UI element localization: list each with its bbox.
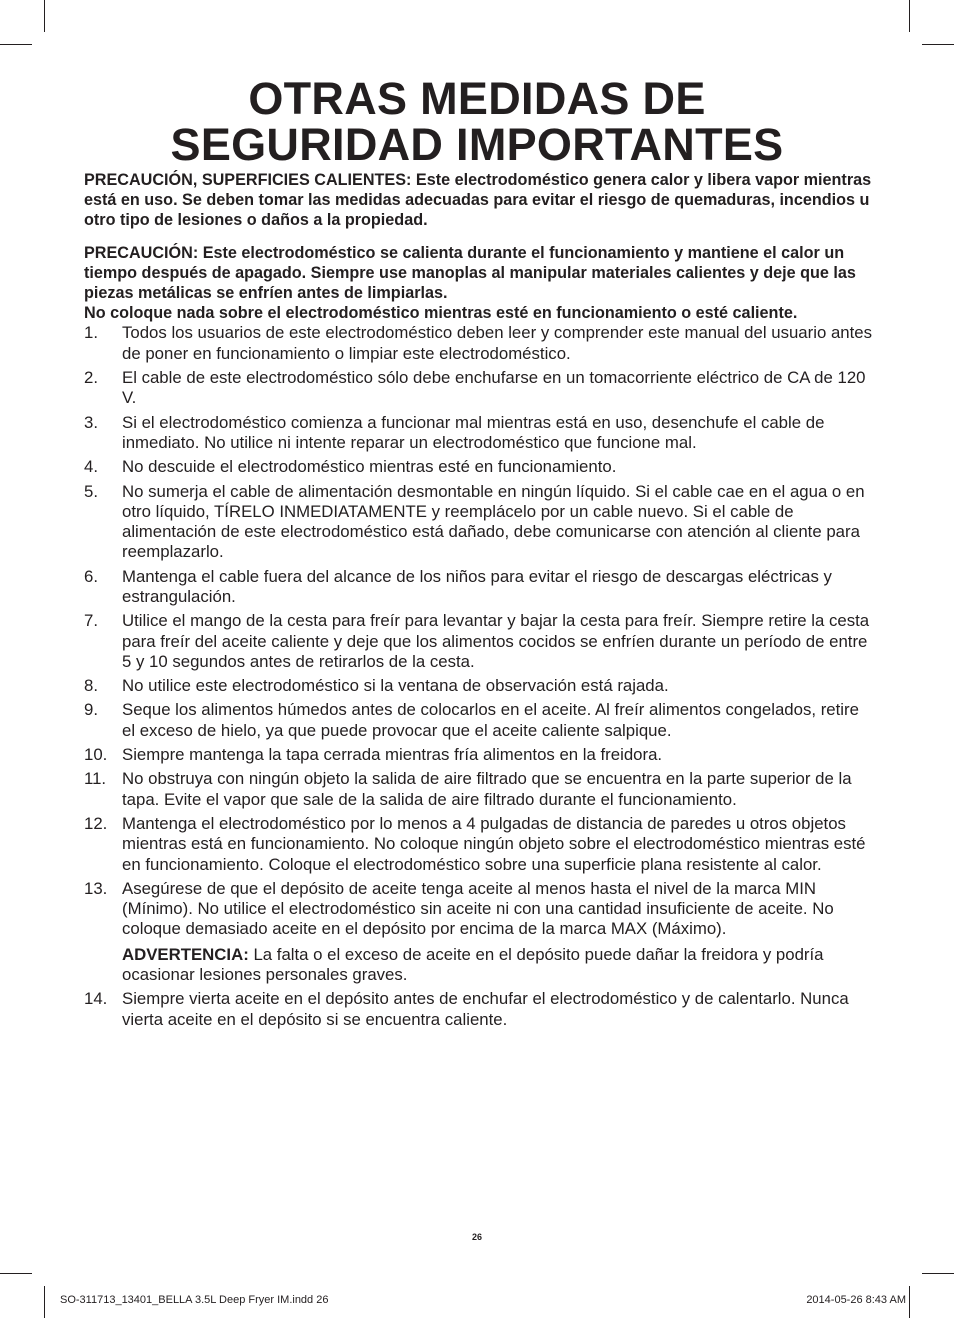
caution-warning — [84, 243, 874, 324]
title-line: SEGURIDAD IMPORTANTES — [170, 119, 784, 170]
crop-mark — [922, 44, 954, 45]
item-text: Si el electrodoméstico comienza a funcionar mal mientras está en uso, desenchufe el cable de inmediato. No utilice ni intente reparar un electrodoméstico que funcione mal. — [122, 412, 825, 452]
warning-text: No coloque nada sobre el electrodoméstico mientras esté en funcionamiento o esté caliente. — [84, 304, 798, 323]
item-text: No obstruya con ningún objeto la salida de aire filtrado que se encuentra en la parte superior de la tapa. Evite el vapor que sale de la salida de aire filtrado durante el funcionamiento. — [122, 769, 852, 809]
item-number: 2. — [84, 368, 98, 388]
item-number: 1. — [84, 323, 98, 343]
item-number: 9. — [84, 700, 98, 720]
item-text: Siempre mantenga la tapa cerrada mientras fría alimentos en la freidora. — [122, 745, 663, 765]
list-item — [84, 745, 874, 765]
crop-mark — [0, 44, 32, 45]
title-line: OTRAS MEDIDAS DE — [248, 73, 706, 124]
item-text: Siempre vierta aceite en el depósito antes de enchufar el electrodoméstico y de calentarlo. Nunca vierta aceite en el depósito si se encuentra caliente. — [122, 989, 849, 1029]
crop-mark — [0, 1273, 32, 1274]
item-text: No descuide el electrodoméstico mientras esté en funcionamiento. — [122, 457, 617, 477]
list-item — [84, 323, 874, 364]
item-number: 14. — [84, 989, 108, 1009]
safety-list — [84, 323, 874, 1030]
list-item — [84, 676, 874, 696]
item-number: 5. — [84, 481, 98, 501]
list-item — [84, 989, 874, 1030]
item-text: Todos los usuarios de este electrodoméstico deben leer y comprender este manual del usuario antes de poner en funcionamiento o limpiar este electrodoméstico. — [122, 323, 872, 363]
list-item — [84, 611, 874, 672]
safety-content — [84, 170, 874, 1034]
item-number: 3. — [84, 412, 98, 432]
list-item — [84, 413, 874, 454]
item-number: 8. — [84, 676, 98, 696]
item-number: 6. — [84, 566, 98, 586]
footer-timestamp: 2014-05-26 8:43 AM — [806, 1294, 906, 1306]
item-text: Mantenga el electrodoméstico por lo menos a 4 pulgadas de distancia de paredes u otros objetos mientras está en funcionamiento. No coloque ningún objeto sobre el electrodoméstico mientras esté en funcionamiento. Coloque el electrodoméstico sobre una superficie plana resistente al calor. — [122, 813, 866, 874]
warning-label: PRECAUCIÓN, SUPERFICIES CALIENTES: — [84, 171, 412, 189]
note-label: ADVERTENCIA: — [122, 944, 249, 964]
list-item — [84, 482, 874, 563]
list-item — [84, 769, 874, 810]
list-item — [84, 368, 874, 409]
item-number: 13. — [84, 878, 108, 898]
advertencia-note — [122, 945, 874, 986]
crop-mark — [44, 0, 45, 32]
crop-mark — [909, 0, 910, 32]
item-number: 7. — [84, 611, 98, 631]
page-title — [0, 73, 954, 170]
hot-surface-warning — [84, 170, 874, 231]
crop-mark — [909, 1286, 910, 1318]
item-text: El cable de este electrodoméstico sólo debe enchufarse en un tomacorriente eléctrico de CA de 120 V. — [122, 368, 866, 408]
list-item — [84, 814, 874, 875]
item-text: No sumerja el cable de alimentación desmontable en ningún líquido. Si el cable cae en el agua o en otro líquido, TÍRELO INMEDIATAMENTE y reemplácelo por un cable nuevo. Si el cable de alimentación de este electrodoméstico está dañado, debe comunicarse con atención al cliente para reemplazarlo. — [122, 481, 865, 562]
warning-label: PRECAUCIÓN: — [84, 243, 199, 262]
item-number: 11. — [84, 769, 107, 789]
list-item — [84, 457, 874, 477]
item-text: Asegúrese de que el depósito de aceite tenga aceite al menos hasta el nivel de la marca MIN (Mínimo). No utilice el electrodoméstico sin aceite ni con una cantidad insuficiente de aceite. No coloque demasiado aceite en el depósito por encima de la marca MAX (Máximo). — [122, 878, 834, 939]
crop-mark — [44, 1286, 45, 1318]
footer-file-info: SO-311713_13401_BELLA 3.5L Deep Fryer IM.indd 26 — [60, 1294, 329, 1306]
item-text: Utilice el mango de la cesta para freír para levantar y bajar la cesta para freír. Siempre retire la cesta para freír del aceite caliente y deje que los alimentos cocidos se enfríen durante un período de entre 5 y 10 segundos antes de retirarlos de la cesta. — [122, 611, 870, 671]
item-number: 10. — [84, 745, 108, 765]
warning-text: Este electrodoméstico se calienta durante el funcionamiento y mantiene el calor un tiempo después de apagado. Siempre use manoplas al manipular materiales calientes y deje que las piezas metálicas se enfríen antes de limpiarlas. — [84, 243, 856, 303]
page-number: 26 — [471, 1232, 482, 1242]
item-text: No utilice este electrodoméstico si la ventana de observación está rajada. — [122, 676, 669, 696]
warning-text: Este electrodoméstico genera calor y libera vapor mientras está en uso. Se deben tomar las medidas adecuadas para evitar el riesgo de quemaduras, incendios u otro tipo de lesiones o daños a la propiedad. — [84, 171, 872, 230]
item-number: 12. — [84, 813, 108, 833]
item-text: Seque los alimentos húmedos antes de colocarlos en el aceite. Al freír alimentos congelados, retire el exceso de hielo, ya que puede provocar que el aceite caliente salpique. — [122, 700, 859, 740]
list-item — [84, 700, 874, 741]
item-number: 4. — [84, 457, 98, 477]
list-item — [84, 567, 874, 608]
crop-mark — [922, 1273, 954, 1274]
item-text: Mantenga el cable fuera del alcance de los niños para evitar el riesgo de descargas eléctricas y estrangulación. — [122, 566, 832, 606]
note-text: La falta o el exceso de aceite en el depósito puede dañar la freidora y podría ocasionar lesiones personales graves. — [122, 944, 824, 985]
list-item — [84, 879, 874, 985]
